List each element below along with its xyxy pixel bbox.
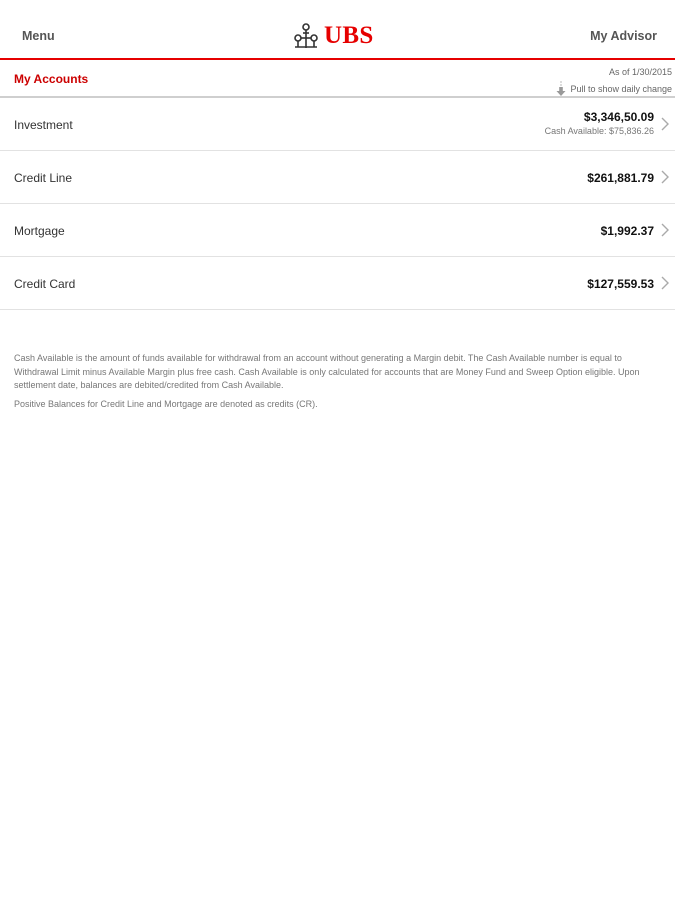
account-balance: $261,881.79	[587, 171, 654, 185]
chevron-right-icon	[661, 223, 669, 237]
account-row-credit-line[interactable]	[0, 151, 675, 204]
account-row-investment[interactable]	[0, 98, 675, 151]
account-name: Mortgage	[14, 224, 65, 238]
my-advisor-button[interactable]: My Advisor	[590, 29, 657, 43]
pull-to-refresh-hint	[556, 81, 672, 97]
ubs-keys-icon	[292, 22, 320, 50]
account-row-credit-card[interactable]	[0, 257, 675, 310]
account-row-mortgage[interactable]	[0, 204, 675, 257]
ubs-logo	[292, 22, 374, 50]
disclaimer-notes	[0, 310, 675, 411]
section-title: My Accounts	[14, 72, 89, 86]
positive-balances-note: Positive Balances for Credit Line and Mortgage are denoted as credits (CR).	[14, 398, 318, 409]
account-name: Credit Card	[14, 277, 76, 291]
account-balance: $1,992.37	[600, 224, 654, 238]
account-balance: $3,346,50.09	[583, 110, 654, 124]
account-name: Credit Line	[14, 171, 73, 185]
account-name: Investment	[14, 118, 73, 132]
pull-hint-text: Pull to show daily change	[570, 84, 672, 94]
accounts-section-header	[0, 60, 675, 98]
cash-available: Cash Available: $75,836.26	[544, 126, 654, 136]
chevron-right-icon	[661, 276, 669, 290]
as-of-date: As of 1/30/2015	[608, 67, 672, 77]
top-bar	[0, 0, 675, 60]
account-balance: $127,559.53	[587, 277, 654, 291]
menu-button[interactable]: Menu	[22, 29, 55, 43]
brand-name: UBS	[324, 22, 374, 49]
accounts-list	[0, 98, 675, 310]
pull-down-arrow-icon	[556, 81, 566, 97]
chevron-right-icon	[661, 117, 669, 131]
cash-available-note: Cash Available is the amount of funds available for withdrawal from an account without generating a Margin debit. The Cash Available number is equal to Withdrawal Limit minus Available Margin plus free cash. Cash Available is only calculated for accounts that are Money Fund and Sweep Option eligible. Upon settlement date, balances are debited/credited from Cash Available.	[14, 353, 640, 390]
chevron-right-icon	[661, 170, 669, 184]
